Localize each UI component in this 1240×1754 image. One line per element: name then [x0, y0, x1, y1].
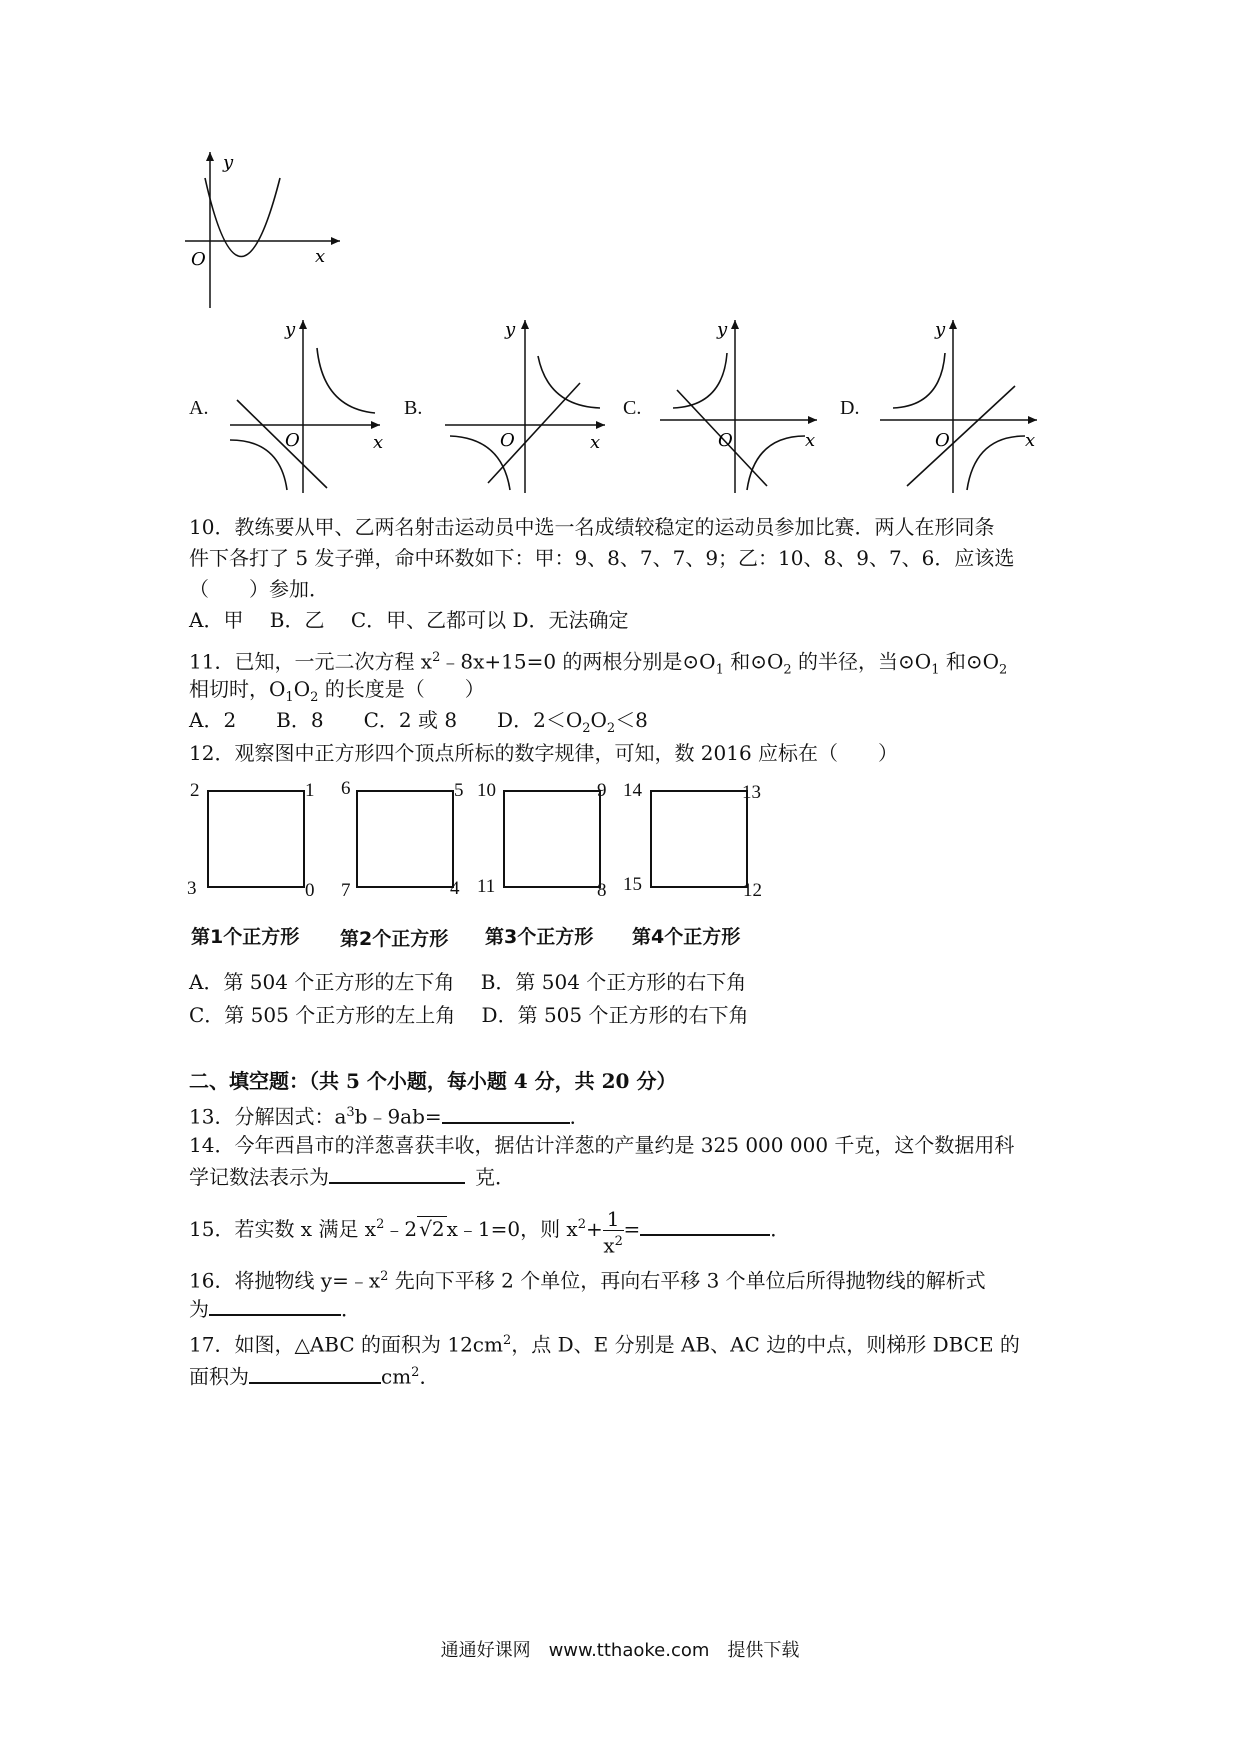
q12-options-1: A．第 504 个正方形的左下角 B．第 504 个正方形的右下角	[189, 970, 747, 994]
q11-options: A．2 B．8 C．2 或 8 D．$2<O_2O_2<8$	[189, 708, 648, 736]
square-2	[356, 790, 454, 888]
q9-a-origin: O	[285, 430, 300, 451]
q14-line2: 学记数法表示为 克．	[189, 1162, 515, 1192]
q9-option-a-graph	[225, 318, 385, 498]
q15-line: 15．若实数 x 满足 $x^2﹣2$ √2 x﹣1=0，则 $x^2+$ $\frac{1}{x^2}$ = ．	[189, 1207, 791, 1258]
q11-line1: 11．已知，一元二次方程 $x^2﹣8x+15=0$ 的两根分别是$⊙O_1$ 和$⊙O_2$ 的半径，当$⊙O_1$ 和$⊙O_2$	[189, 649, 1008, 678]
q9-c-origin: O	[718, 430, 733, 451]
q9-b-origin: O	[500, 430, 515, 451]
sq1-tr: 1	[305, 780, 315, 801]
q9-a-x-label: x	[373, 432, 384, 453]
q9-option-a-letter: A.	[189, 397, 209, 419]
sq3-br: 8	[597, 880, 607, 901]
q9-option-b-letter: B.	[404, 397, 423, 419]
q9-option-c-letter: C.	[623, 397, 642, 419]
sq1-caption: 第1个正方形	[191, 926, 300, 948]
sq4-tr: 13	[742, 782, 761, 803]
q10-line2: 件下各打了 5 发子弹，命中环数如下：甲：9、8、7、7、9；乙：10、8、9、7、6．应该选	[189, 546, 1015, 570]
q10-line3: （ ）参加．	[189, 577, 329, 601]
sq1-tl: 2	[190, 780, 200, 801]
q9-option-d-graph	[875, 318, 1045, 498]
q9-b-y-label: y	[505, 319, 516, 340]
q17-line1: 17．如图，△ABC 的面积为 $12cm^2$，点 D、E 分别是 AB、AC 边的中点，则梯形 DBCE 的	[189, 1332, 1020, 1357]
q11-line2: 相切时，$O_1O_2$ 的长度是（ ）	[189, 677, 485, 705]
sq2-tl: 6	[341, 778, 351, 799]
q13-answer-blank[interactable]	[442, 1102, 570, 1124]
q10-line1: 10．教练要从甲、乙两名射击运动员中选一名成绩较稳定的运动员参加比赛．两人在形同条	[189, 515, 995, 539]
q13-line: 13．分解因式：$a^3b﹣9ab=$ ．	[189, 1098, 590, 1132]
square-4	[650, 790, 748, 888]
q9-b-x-label: x	[590, 432, 601, 453]
q14-line1: 14．今年西昌市的洋葱喜获丰收，据估计洋葱的产量约是 325 000 000 千克，这个数据用科	[189, 1133, 1015, 1157]
sq2-bl: 7	[341, 880, 351, 901]
q16-line2: 为 ．	[189, 1294, 361, 1324]
q9-option-c-graph	[655, 318, 825, 498]
sq4-caption: 第4个正方形	[632, 926, 741, 948]
section2-title: 二、填空题：（共 5 个小题，每小题 4 分，共 20 分）	[189, 1069, 677, 1093]
sq4-bl: 15	[623, 874, 642, 895]
q10-options: A．甲 B．乙 C．甲、乙都可以 D．无法确定	[189, 608, 629, 632]
q15-answer-blank[interactable]	[640, 1214, 770, 1236]
q16-answer-blank[interactable]	[209, 1294, 341, 1316]
q9-d-x-label: x	[1025, 430, 1036, 451]
q15-sqrt: √2	[419, 1216, 445, 1241]
sq2-br: 4	[450, 878, 460, 899]
sq1-bl: 3	[187, 878, 197, 899]
q9-main-y-label: y	[223, 152, 234, 173]
q12-options-2: C．第 505 个正方形的左上角 D．第 505 个正方形的右下角	[189, 1003, 749, 1027]
q9-d-y-label: y	[935, 319, 946, 340]
sq3-bl: 11	[477, 876, 496, 897]
sq2-tr: 5	[454, 780, 464, 801]
square-1	[207, 790, 305, 888]
q9-main-origin: O	[191, 249, 206, 270]
q9-d-origin: O	[935, 430, 950, 451]
q17-line2: 面积为 $cm^2$．	[189, 1358, 439, 1392]
square-3	[503, 790, 601, 888]
q12-text: 12．观察图中正方形四个顶点所标的数字规律，可知，数 2016 应标在（ ）	[189, 741, 899, 765]
sq1-br: 0	[305, 880, 315, 901]
q9-a-y-label: y	[285, 319, 296, 340]
q9-option-d-letter: D.	[840, 397, 860, 419]
q17-answer-blank[interactable]	[249, 1362, 381, 1384]
q9-main-graph	[185, 150, 345, 310]
sq4-tl: 14	[623, 780, 642, 801]
sq3-caption: 第3个正方形	[485, 926, 594, 948]
q16-line1: 16．将抛物线 $y=﹣x^2$ 先向下平移 2 个单位，再向右平移 3 个单位后所得抛物线的解析式	[189, 1268, 986, 1293]
q15-fraction: $\frac{1}{x^2}$	[603, 1207, 623, 1258]
q14-answer-blank[interactable]	[329, 1162, 465, 1184]
q9-c-x-label: x	[805, 430, 816, 451]
q9-option-b-graph	[440, 318, 610, 498]
sq2-caption: 第2个正方形	[340, 928, 449, 950]
q9-main-x-label: x	[315, 246, 326, 267]
page-footer: 通通好课网 www.tthaoke.com 提供下载	[440, 1640, 800, 1661]
q9-c-y-label: y	[717, 319, 728, 340]
sq4-br: 12	[743, 880, 762, 901]
sq3-tr: 9	[597, 780, 607, 801]
sq3-tl: 10	[477, 780, 496, 801]
